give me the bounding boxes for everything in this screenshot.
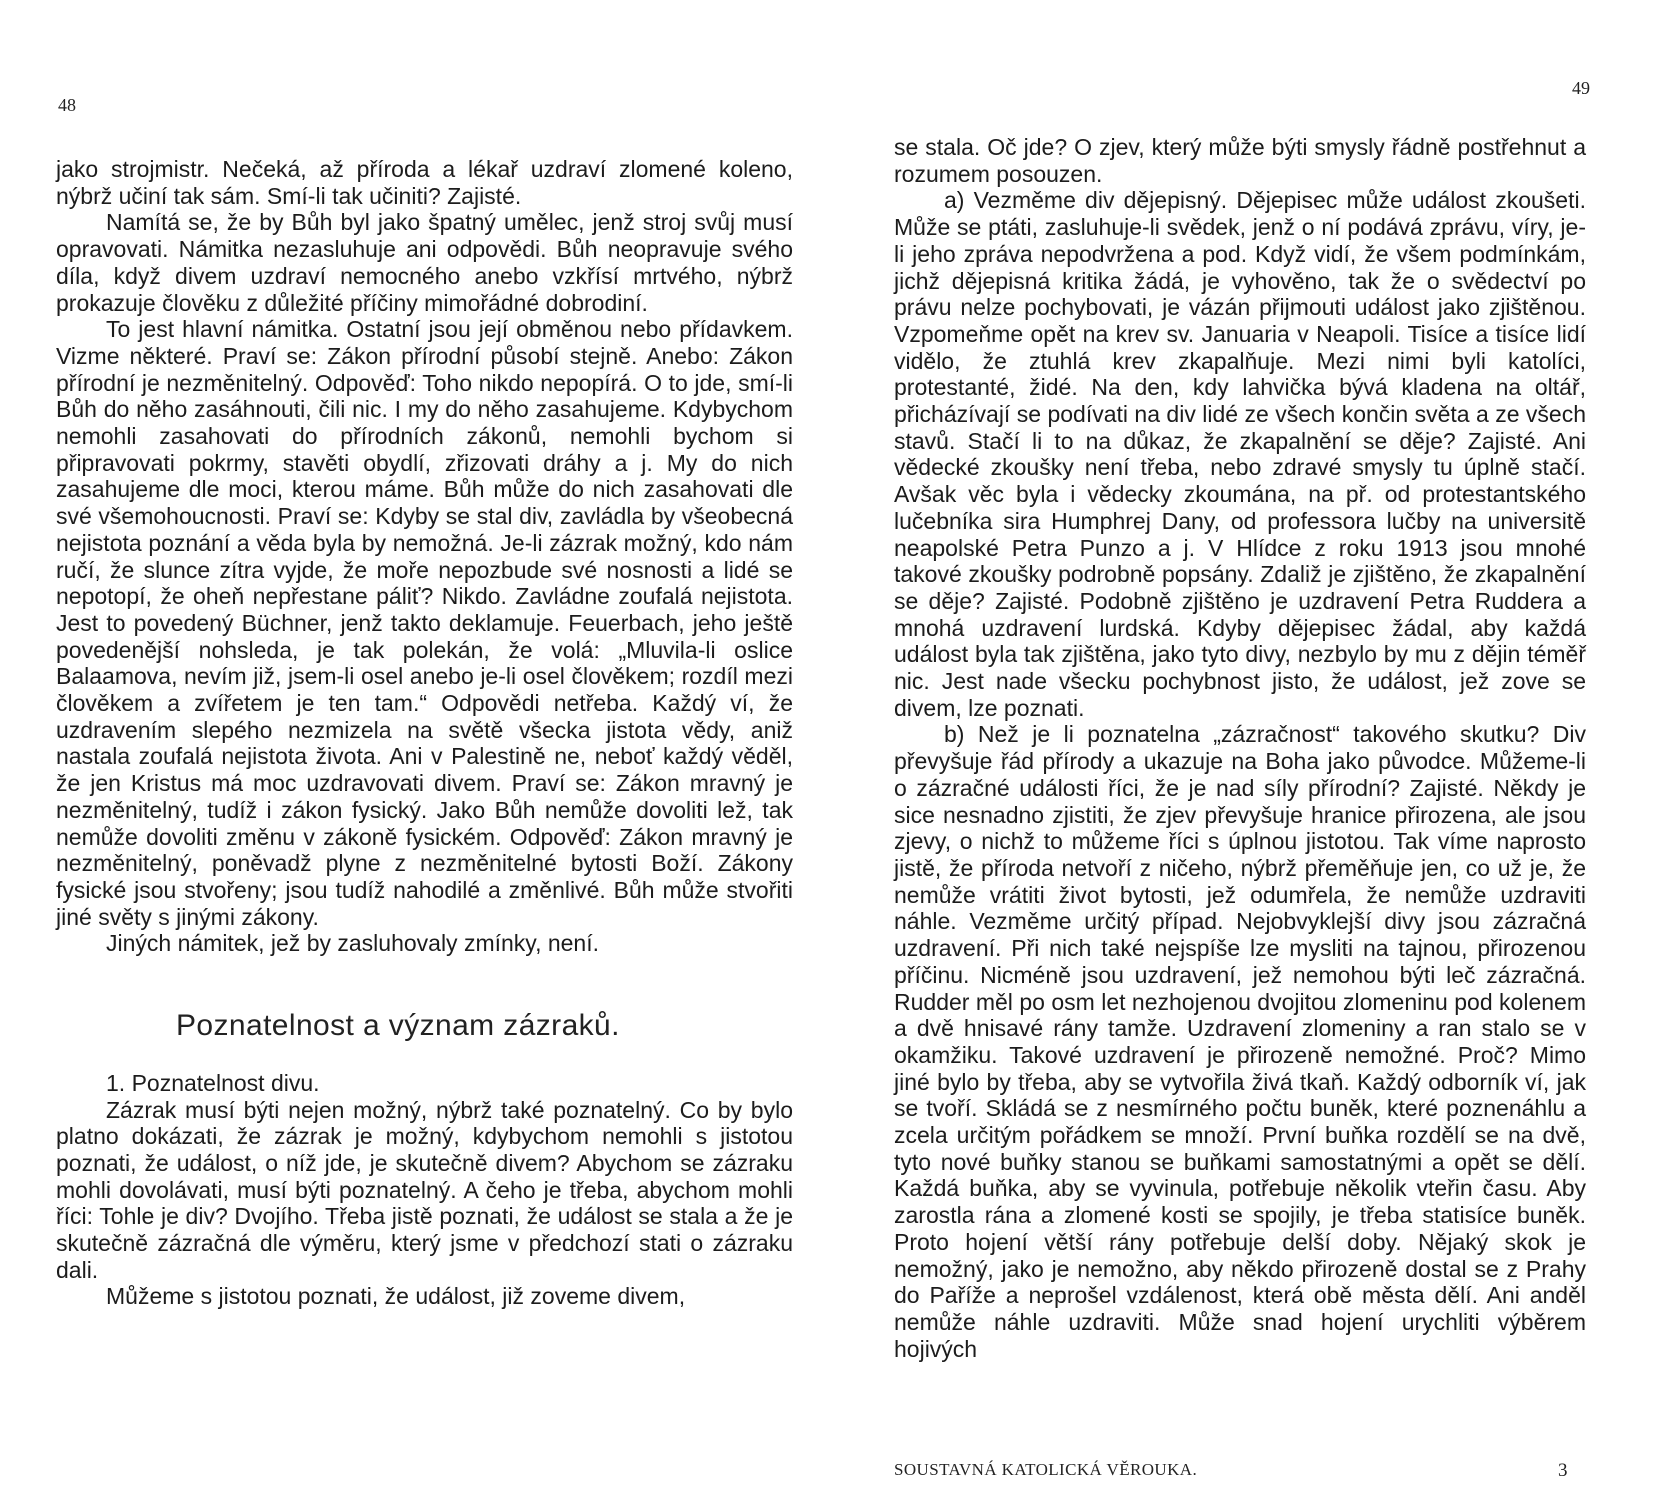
paragraph: Namítá se, že by Bůh byl jako špatný umělec, jenž stroj svůj musí opravovati. Námitka nezasluhuje ani odpovědi. Bůh neopravuje svého díla, když divem uzdraví nemocného anebo vzkřísí mrtvého, nýbrž prokazuje člověku z důležité příčiny mimořádné dobrodiní. — [56, 209, 793, 316]
paragraph: se stala. Oč jde? O zjev, který může býti smysly řádně postřehnut a rozumem posouzen. — [894, 134, 1586, 187]
page-number-left: 48 — [58, 95, 76, 115]
paragraph: jako strojmistr. Nečeká, až příroda a lékař uzdraví zlomené koleno, nýbrž učiní tak sám. Smí-li tak učiniti? Zajisté. — [56, 156, 793, 209]
page-number-right: 49 — [1572, 78, 1590, 98]
section-heading: Poznatelnost a význam zázraků. — [176, 1009, 620, 1043]
signature-number: 3 — [1558, 1460, 1568, 1481]
paragraph: Zázrak musí býti nejen možný, nýbrž také poznatelný. Co by bylo platno dokázati, že zázrak je možný, kdybychom nemohli s jistotou poznati, že událost, o níž jde, je skutečně divem? Abychom se zázraku mohli dovolávati, musí býti poznatelný. A čeho je třeba, abychom mohli říci: Tohle je div? Dvojího. Třeba jistě poznati, že událost se stala a že je skutečně zázračná dle výměru, který jsme v předchozí stati o zázraku dali. — [56, 1096, 793, 1283]
left-text-column — [56, 156, 793, 1310]
paragraph: To jest hlavní námitka. Ostatní jsou její obměnou nebo přídavkem. Vizme některé. Praví se: Zákon přírodní působí stejně. Anebo: Zákon přírodní je nezměnitelný. Odpověď: Toho nikdo nepopírá. O to jde, smí-li Bůh do něho zasáhnouti, čili nic. I my do něho zasahujeme. Kdybychom nemohli zasahovati do přírodních zákonů, nemohli bychom si připravovati pokrmy, stavěti obydlí, zřizovati dráhy a j. My do nich zasahujeme dle moci, kterou máme. Bůh může do nich zasahovati dle své všemohoucnosti. Praví se: Kdyby se stal div, zavládla by všeobecná nejistota poznání a věda byla by nemožná. Je-li zázrak možný, kdo nám ručí, že slunce zítra vyjde, že moře nepozbude své nosnosti a lidé se nepotopí, že oheň nepřestane páliť? Nikdo. Zavládne zoufalá nejistota. Jest to povedený Büchner, jenž takto deklamuje. Feuerbach, jeho ještě povedenější nohsleda, je tak polekán, že volá: „Mluvila-li oslice Balaamova, nevím již, jsem-li osel anebo je-li osel člověkem; rozdíl mezi člověkem a zvířetem je ten tam.“ Odpovědi netřeba. Každý ví, že uzdravením slepého nezmizela na světě všecka jistota vědy, aniž nastala zoufalá nejistota života. Ani v Palestině ne, neboť každý věděl, že jen Kristus má moc uzdravovati divem. Praví se: Zákon mravný je nezměnitelný, tudíž i zákon fysický. Jako Bůh nemůže dovoliti lež, tak nemůže dovoliti změnu v zákoně fysickém. Odpověď: Zákon mravný je nezměnitelný, poněvadž plyne z nezměnitelné bytosti Boží. Zákony fysické jsou stvořeny; jsou tudíž nahodilé a změnlivé. Bůh může stvořiti jiné světy s jinými zákony. — [56, 316, 793, 930]
right-page — [836, 0, 1672, 1500]
subsection-heading: 1. Poznatelnost divu. — [106, 1069, 320, 1096]
signature-title: SOUSTAVNÁ KATOLICKÁ VĚROUKA. — [894, 1460, 1198, 1479]
left-page — [0, 0, 820, 1500]
paragraph: b) Než je li poznatelna „zázračnost“ takového skutku? Div převyšuje řád přírody a ukazuje na Boha jako původce. Můžeme-li o zázračné události říci, že je nad síly přírodní? Zajisté. Někdy je sice nesnadno zjistiti, že zjev převyšuje hranice přirozena, ale jsou zjevy, o nichž to můžeme říci s úplnou jistotou. Tak víme naprosto jistě, že příroda netvoří z ničeho, nýbrž přeměňuje jen, co už je, že nemůže vrátiti život bytosti, jež odumřela, že nemůže uzdraviti náhle. Vezměme určitý případ. Nejobvyklejší divy jsou zázračná uzdravení. Při nich také nejspíše lze mysliti na tajnou, přirozenou příčinu. Nicméně jsou uzdravení, jež nemohou býti leč zázračná. Rudder měl po osm let nezhojenou dvojitou zlomeninu pod kolenem a dvě hnisavé rány tamže. Uzdravení zlomeniny a ran stalo se v okamžiku. Takové uzdravení je přirozeně nemožné. Proč? Mimo jiné bylo by třeba, aby se vytvořila živá tkaň. Každý odborník ví, jak se tvoří. Skládá se z nesmírného počtu buněk, které poznenáhlu a zcela určitým pořádkem se množí. První buňka rozdělí se na dvě, tyto nové buňky stanou se buňkami samostatnými a opět se dělí. Každá buňka, aby se vyvinula, potřebuje několik vteřin času. Aby zarostla rána a zlomené kosti se spojily, je třeba statisíce buněk. Proto hojení větší rány potřebuje delší doby. Nějaký skok je nemožný, jako je nemožno, aby někdo přirozeně dostal se z Prahy do Paříže a neprošel vzdálenost, která obě města dělí. Ani anděl nemůže náhle uzdraviti. Může snad hojení urychliti výběrem hojivých — [894, 721, 1586, 1362]
right-text-column — [894, 134, 1586, 1362]
paragraph: Jiných námitek, jež by zasluhovaly zmínky, není. — [106, 930, 600, 957]
paragraph: Můžeme s jistotou poznati, že událost, již zoveme divem, — [106, 1283, 686, 1310]
paragraph: a) Vezměme div dějepisný. Dějepisec může událost zkoušeti. Může se ptáti, zasluhuje-li svědek, jenž o ní podává zprávu, víry, je-li jeho zpráva nepodvržena a pod. Když vidí, že všem podmínkám, jichž dějepisná kritika žádá, je vyhověno, tak že o svědectví po právu nelze pochybovati, je vázán přijmouti událost jako zjištěnou. Vzpomeňme opět na krev sv. Januaria v Neapoli. Tisíce a tisíce lidí vidělo, že ztuhlá krev zkapalňuje. Mezi nimi byli katolíci, protestanté, židé. Na den, kdy lahvička bývá kladena na oltář, přicházívají se podívati na div lidé ze všech končin světa a ze všech stavů. Stačí li to na důkaz, že zkapalnění se děje? Zajisté. Ani vědecké zkoušky není třeba, nebo zdravé smysly tu úplně stačí. Avšak věc byla i vědecky zkoumána, na př. od protestantského lučebníka sira Humphrej Dany, od professora lučby na universitě neapolské Petra Punzo a j. V Hlídce z roku 1913 jsou mnohé takové zkoušky podrobně popsány. Zdaliž je zjištěno, že zkapalnění se děje? Zajisté. Podobně zjištěno je uzdravení Petra Ruddera a mnohá uzdravení lurdská. Kdyby dějepisec žádal, aby každá událost byla tak zjištěna, jako tyto divy, nezbylo by mu z dějin téměř nic. Jest nade všecku pochybnost jisto, že událost, jež zove se divem, lze poznati. — [894, 187, 1586, 721]
